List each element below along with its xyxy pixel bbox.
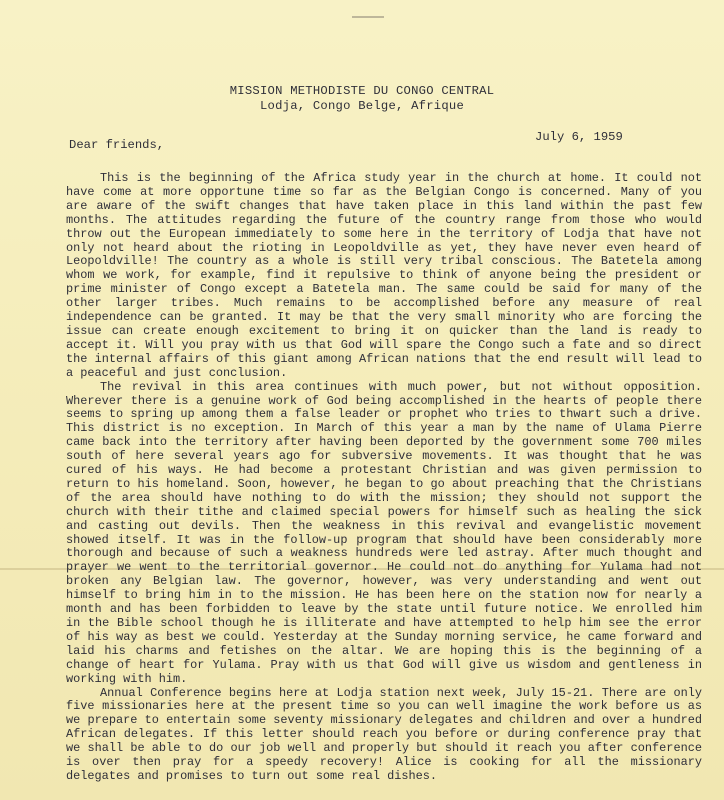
letter-body xyxy=(66,172,702,784)
paragraph: This is the beginning of the Africa study year in the church at home. It could not have come at more opportune time so far as the Belgian Congo is concerned. Many of you are aware of the swift changes that have taken place in this land within the past few months. The attitudes regarding the future of the country range from those who would throw out the European immediately to some here in the territory of Lodja that have not only not heard about the rioting in Leopoldville as yet, they have never even heard of Leopoldville! The country as a whole is still very tribal conscious. The Batetela among whom we work, for example, find it repulsive to think of anyone being the president or prime minister of Congo except a Batetela man. The same could be said for many of the other larger tribes. Much remains to be accomplished before any measure of real independence can be granted. It may be that the very small minority who are forcing the issue can create enough excitement to bring it on quicker than the land is ready to accept it. Will you pray with us that God will spare the Congo such a fate and so direct the internal affairs of this giant among African nations that the end result will lead to a peaceful and just conclusion. xyxy=(66,171,702,380)
salutation: Dear friends, xyxy=(69,138,165,152)
organization-name: MISSION METHODISTE DU CONGO CENTRAL xyxy=(229,84,495,98)
letter-date: July 6, 1959 xyxy=(535,130,623,144)
organization-location: Lodja, Congo Belge, Afrique xyxy=(259,98,465,113)
paragraph: The revival in this area continues with much power, but not without opposition. Wherever there is a genuine work of God being accomplished in the hearts of people there seems to spring up among them a false leader or prophet who tries to thwart such a drive. This district is no exception. In March of this year a man by the name of Ulama Pierre came back into the territory after having been deported by the government some 700 miles south of here several years ago for subversive movements. It was thought that he was cured of his ways. He had become a protestant Christian and was given permission to return to his homeland. Soon, however, he began to go about preaching that the Christians of the area should have nothing to do with the mission; they should not support the church with their tithe and claimed special powers for himself such as healing the sick and casting out devils. Then the weakness in this revival and evangelistic movement showed itself. It was in the follow-up program that should have been considerably more thorough and because of such a weakness hundreds were led astray. After much thought and prayer we went to the territorial governor. He could not do anything for Yulama had not broken any Belgian law. The governor, however, was very understanding and went out himself to bring him in to the mission. He has been here on the station now for nearly a month and has been forbidden to leave by the state until future notice. We enrolled him in the Bible school though he is illiterate and have attempted to help him see the error of his way as best we could. Yesterday at the Sunday morning service, he came forward and laid his charms and fetishes on the altar. We are hoping this is the beginning of a change of heart for Yulama. Pray with us that God will give us wisdom and gentleness in working with him. xyxy=(66,379,702,686)
paragraph: Annual Conference begins here at Lodja station next week, July 15-21. There are only five missionaries here at the present time so you can well imagine the work before us as we prepare to entertain some seventy missionary delegates and children and over a hundred African delegates. If this letter should reach you before or during conference pray that we shall be able to do our job well and properly but should it reach you after conference is over then pray for a speedy recovery! Alice is cooking for all the missionary delegates and promises to turn out some real dishes. xyxy=(66,685,702,783)
top-edge-mark xyxy=(352,16,384,18)
letterhead xyxy=(0,84,724,113)
